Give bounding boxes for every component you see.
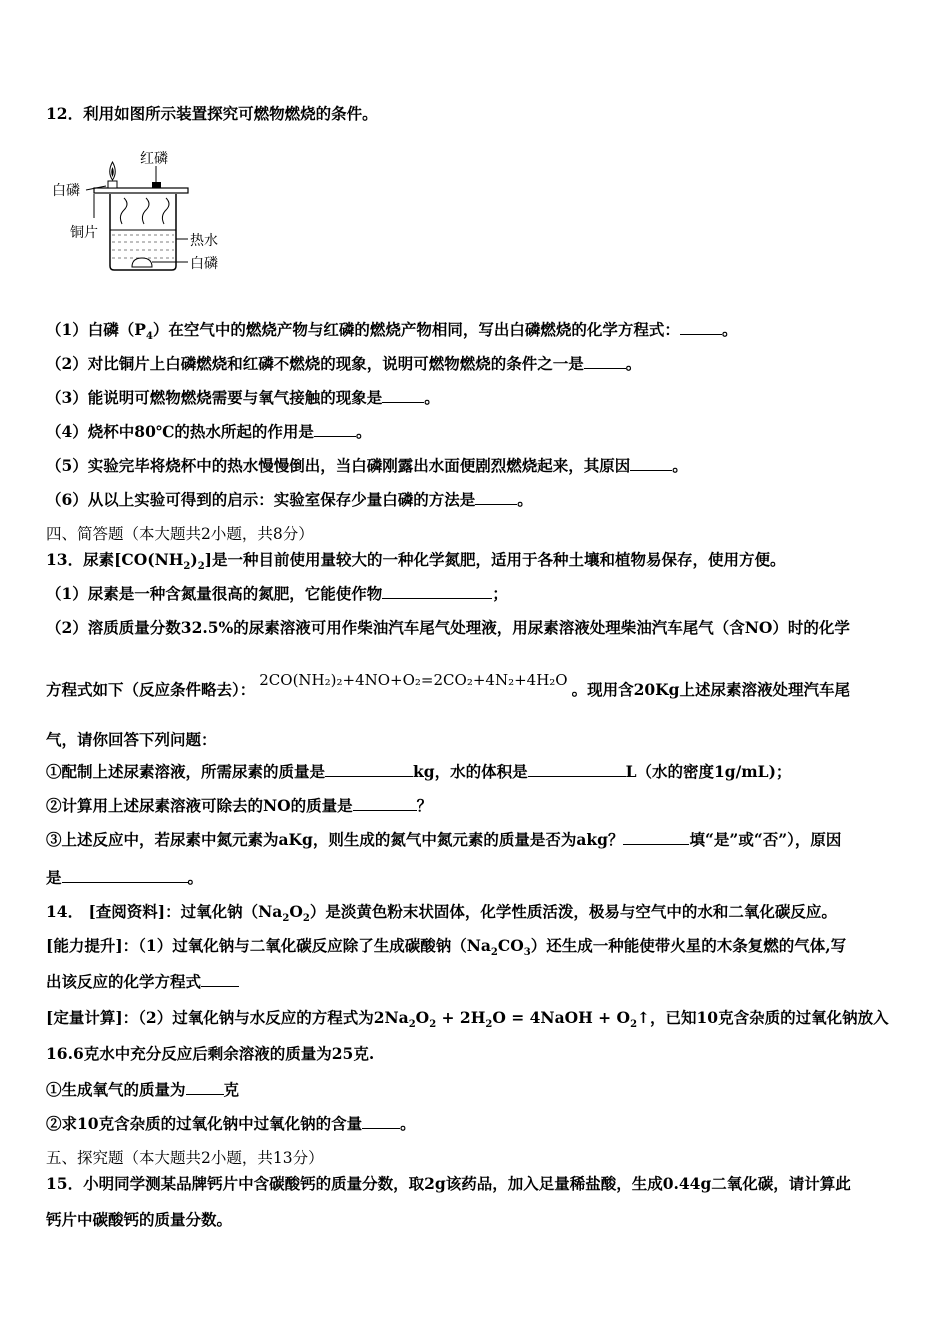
q13-line-4: 方程式如下（反应条件略去）： 2CO(NH₂)₂+4NO+O₂=2CO₂+4N₂+4H₂O 。现用含20Kg上述尿素溶液处理汽车尾 [46,671,850,699]
section-4-heading: 四、简答题（本大题共2小题，共8分） [46,525,314,543]
q14-line-5: 16.6克水中充分反应后剩余溶液的质量为25克. [46,1044,375,1063]
q13-line-1: 13．尿素$[CO(NH_2)_2]$是一种目前使用量较大的一种化学氮肥，适用于各种土壤和植物易保存，使用方便。 [46,550,786,573]
q12-title: 12．利用如图所示装置探究可燃物燃烧的条件。 [46,104,378,123]
q12-item-6: （6）从以上实验可得到的启示：实验室保存少量白磷的方法是 。 [46,490,533,509]
answer-blank[interactable] [186,1080,224,1095]
combustion-apparatus-diagram [48,142,238,286]
label-hot-water: 热水 [190,233,218,249]
label-white-phosphorus-bottom: 白磷 [190,256,218,272]
answer-blank[interactable] [680,320,722,335]
answer-blank[interactable] [630,456,672,471]
answer-blank[interactable] [325,762,413,777]
q15-line-1: 15．小明同学测某品牌钙片中含碳酸钙的质量分数，取2g该药品，加入足量稀盐酸，生成0.44g二氧化碳，请计算此 [46,1174,851,1193]
q12-item-1: （1）白磷$(P_4)$在空气中的燃烧产物与红磷的燃烧产物相同，写出白磷燃烧的化学方程式： 。 [46,320,738,343]
answer-blank[interactable] [201,972,239,987]
q13-line-7: ②计算用上述尿素溶液可除去的NO的质量是 ？ [46,796,433,815]
label-white-phosphorus-top: 白磷 [52,183,80,199]
q14-line-4: [定量计算]：（2）过氧化钠与水反应的方程式为$2Na_2O_2 + 2H_2O$ = 4NaOH + $O_2↑$，已知10克含杂质的过氧化钠放入 [46,1008,889,1031]
answer-blank[interactable] [584,354,626,369]
q14-line-6: ①生成氧气的质量为 克 [46,1080,240,1099]
q12-item-2: （2）对比铜片上白磷燃烧和红磷不燃烧的现象，说明可燃物燃烧的条件之一是 。 [46,354,642,373]
q13-line-8: ③上述反应中，若尿素中氮元素为aKg，则生成的氮气中氮元素的质量是否为akg？ 填“是”或“否”），原因 [46,830,842,849]
q13-line-3: （2）溶质质量分数32.5%的尿素溶液可用作柴油汽车尾气处理液，用尿素溶液处理柴油汽车尾气（含NO）时的化学 [46,618,850,637]
answer-blank[interactable] [623,830,689,845]
section-5-heading: 五、探究题（本大题共2小题，共13分） [46,1149,324,1167]
q12-item-4: （4）烧杯中80℃的热水所起的作用是 。 [46,422,372,441]
q12-item-5: （5）实验完毕将烧杯中的热水慢慢倒出，当白磷刚露出水面便剧烈燃烧起来，其原因 。 [46,456,688,475]
q13-line-2: （1）尿素是一种含氮量很高的氮肥，它能使作物 ； [46,584,508,603]
chemical-equation: 2CO(NH₂)₂+4NO+O₂=2CO₂+4N₂+4H₂O [259,671,568,689]
label-copper-sheet: 铜片 [70,225,98,241]
answer-blank[interactable] [528,762,626,777]
answer-blank[interactable] [353,796,417,811]
q14-line-1: 14． [查阅资料]：过氧化钠$(Na_2O_2)$是淡黄色粉末状固体，化学性质活泼，极易与空气中的水和二氧化碳反应。 [46,902,837,925]
answer-blank[interactable] [382,388,424,403]
q15-line-2: 钙片中碳酸钙的质量分数。 [46,1210,233,1229]
q12-item-3: （3）能说明可燃物燃烧需要与氧气接触的现象是 。 [46,388,440,407]
answer-blank[interactable] [62,868,188,883]
q13-line-5: 气，请你回答下列问题： [46,730,217,749]
q14-line-3: 出该反应的化学方程式 [46,972,239,992]
q14-line-2: [能力提升]：（1）过氧化钠与二氧化碳反应除了生成碳酸钠$(Na_2CO_3)$还生成一种能使带火星的木条复燃的气体,写 [46,936,847,959]
q14-line-7: ②求10克含杂质的过氧化钠中过氧化钠的含量 。 [46,1114,416,1133]
answer-blank[interactable] [475,490,517,505]
q13-line-9: 是 。 [46,868,204,887]
answer-blank[interactable] [382,584,492,599]
answer-blank[interactable] [314,422,356,437]
label-red-phosphorus: 红磷 [140,151,168,167]
answer-blank[interactable] [362,1114,400,1129]
q13-line-6: ①配制上述尿素溶液，所需尿素的质量是 kg，水的体积是 L（水的密度1g/mL)； [46,762,792,781]
